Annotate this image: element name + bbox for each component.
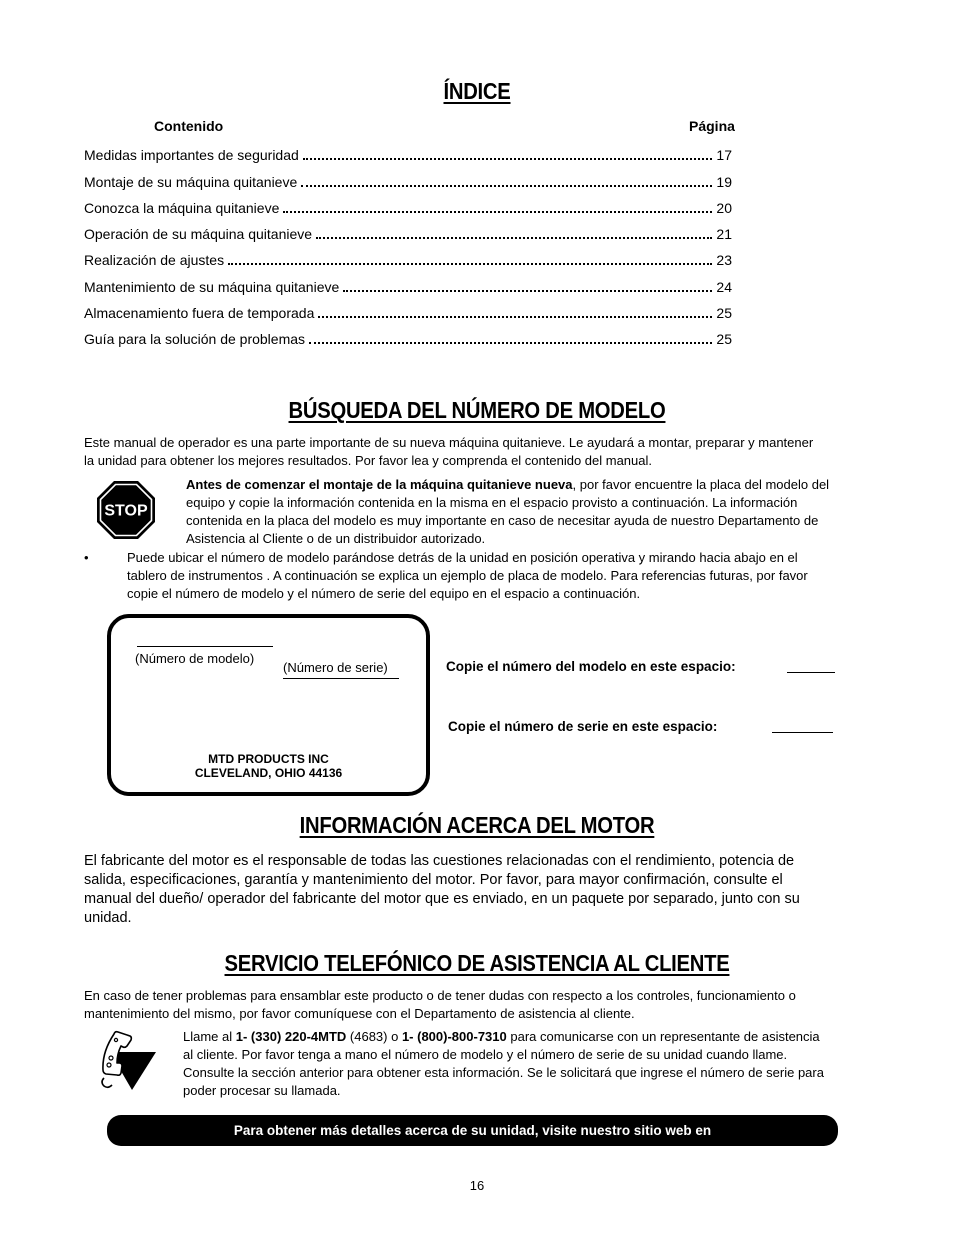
paragraph-line: En caso de tener problemas para ensamblar este producto o de tener dudas con respecto a los controles, funcionamiento o: [84, 988, 796, 1003]
bullet-marker: •: [84, 550, 89, 565]
toc-row: [84, 223, 732, 243]
support-phone-tollfree: 1- (800)-800-7310: [401, 1029, 507, 1044]
customer-support-call-text: [183, 1028, 824, 1100]
toc-entry-text: Montaje de su máquina quitanieve: [84, 174, 298, 190]
copy-model-label: Copie el número del modelo en este espacio:: [446, 659, 736, 674]
support-phone-primary: 1- (330) 220-4MTD: [235, 1029, 347, 1044]
paragraph-line: la unidad para obtener los mejores resultados. Por favor lea y comprenda el contenido del manual.: [84, 453, 653, 468]
paragraph-line: Puede ubicar el número de modelo parándose detrás de la unidad en posición operativa y mirando hacia abajo en el: [127, 550, 798, 565]
toc-row: [84, 197, 732, 217]
manufacturer-address: [111, 752, 426, 780]
model-location-note: [127, 549, 808, 603]
customer-support-title: SERVICIO TELEFÓNICO DE ASISTENCIA AL CLIENTE: [224, 950, 730, 976]
toc-leader: [309, 342, 712, 344]
toc-column-content: Contenido: [154, 118, 224, 134]
toc-leader: [316, 237, 712, 239]
toc-entry-page: 24: [716, 279, 732, 295]
index-title: ÍNDICE: [443, 78, 511, 104]
toc-leader: [343, 290, 712, 292]
toc-entry-page: 23: [716, 252, 732, 268]
stop-notice-rest: , por favor encuentre la placa del modelo del: [572, 477, 830, 492]
paragraph-line: [186, 476, 829, 494]
paragraph-line: al cliente. Por favor tenga a mano el número de modelo y el número de serie de su unidad cuando llame.: [183, 1047, 788, 1062]
paragraph-line: mantenimiento del mismo, por favor comuníquese con el Departamento de asistencia al cliente.: [84, 1006, 635, 1021]
model-number-line: [137, 646, 273, 647]
toc-entry-page: 25: [716, 305, 732, 321]
toc-entry-text: Medidas importantes de seguridad: [84, 147, 299, 163]
paragraph-line: copie el número de modelo y el número de serie del equipo en el espacio a continuación.: [127, 586, 641, 601]
toc-column-page: Página: [689, 118, 735, 134]
toc-entry-page: 25: [716, 331, 732, 347]
call-prefix: Llame al: [183, 1029, 236, 1044]
serial-number-blank[interactable]: [772, 732, 833, 733]
paragraph-line: contenida en la placa del modelo es muy importante en caso de necesitar ayuda de nuestro Departamento de: [186, 513, 819, 528]
toc-entry-text: Conozca la máquina quitanieve: [84, 200, 280, 216]
toc-entry-page: 17: [716, 147, 732, 163]
website-banner: Para obtener más detalles acerca de su unidad, visite nuestro sitio web en: [107, 1115, 838, 1146]
copy-serial-label: Copie el número de serie en este espacio:: [448, 719, 718, 734]
paragraph-line: Asistencia al Cliente o de un distribuidor autorizado.: [186, 531, 486, 546]
toc-entry-page: 21: [716, 226, 732, 242]
customer-support-intro: [84, 987, 796, 1023]
paragraph-line: poder procesar su llamada.: [183, 1083, 341, 1098]
paragraph-line: El fabricante del motor es el responsable de todas las cuestiones relacionadas con el rendimiento, potencia de: [84, 853, 795, 869]
toc-row: [84, 302, 732, 322]
paragraph-line: [183, 1028, 824, 1046]
toc-entry-text: Guía para la solución de problemas: [84, 331, 306, 347]
model-number-blank[interactable]: [787, 672, 835, 673]
engine-info-text: [84, 852, 800, 928]
page-number: 16: [469, 1178, 485, 1193]
stop-sign-icon: [96, 480, 156, 540]
toc-row: [84, 328, 732, 348]
manufacturer-name: MTD PRODUCTS INC: [208, 752, 329, 766]
toc-leader: [303, 158, 713, 160]
toc-entry-page: 20: [716, 200, 732, 216]
paragraph-line: unidad.: [84, 910, 132, 926]
paragraph-line: Este manual de operador es una parte importante de su nueva máquina quitanieve. Le ayudará a montar, preparar y mantener: [84, 435, 814, 450]
paragraph-line: tablero de instrumentos . A continuación se explica un ejemplo de placa de modelo. Para referencias futuras, por favor: [127, 568, 808, 583]
toc-leader: [318, 316, 712, 318]
toc-row: [84, 171, 732, 191]
serial-number-line: [283, 678, 399, 679]
toc-row: [84, 249, 732, 269]
toc-leader: [228, 263, 712, 265]
model-search-intro: [84, 434, 813, 470]
serial-number-label: (Número de serie): [283, 660, 388, 675]
manufacturer-city: CLEVELAND, OHIO 44136: [194, 766, 343, 780]
engine-info-title: INFORMACIÓN ACERCA DEL MOTOR: [299, 812, 655, 838]
toc-entry-page: 19: [716, 174, 732, 190]
stop-notice-bold: Antes de comenzar el montaje de la máquina quitanieve nueva: [186, 477, 573, 492]
model-plate-example: [107, 614, 430, 796]
model-search-title: BÚSQUEDA DEL NÚMERO DE MODELO: [288, 397, 666, 423]
toc-row: [84, 144, 732, 164]
paragraph-line: manual del dueño/ operador del fabricante del motor que es enviado, en un paquete por separado, junto con su: [84, 891, 800, 907]
call-connector: (4683) o: [346, 1029, 402, 1044]
model-number-label: (Número de modelo): [135, 651, 255, 666]
toc-entry-text: Almacenamiento fuera de temporada: [84, 305, 315, 321]
paragraph-line: equipo y copie la información contenida en la misma en el espacio provisto a continuación. La información: [186, 495, 798, 510]
toc-row: [84, 276, 732, 296]
toc-leader: [301, 185, 712, 187]
stop-sign-label: STOP: [104, 502, 148, 520]
toc-entry-text: Mantenimiento de su máquina quitanieve: [84, 279, 340, 295]
telephone-icon: [96, 1030, 158, 1092]
toc-entry-text: Operación de su máquina quitanieve: [84, 226, 313, 242]
toc-entry-text: Realización de ajustes: [84, 252, 225, 268]
paragraph-line: salida, especificaciones, garantía y mantenimiento del motor. Por favor, para mayor confirmación, consulte el: [84, 872, 783, 888]
paragraph-line: Consulte la sección anterior para obtener esta información. Se le solicitará que ingrese el número de serie para: [183, 1065, 824, 1080]
toc-leader: [283, 211, 712, 213]
stop-notice: [186, 476, 829, 548]
call-rest: para comunicarse con un representante de asistencia: [506, 1029, 820, 1044]
